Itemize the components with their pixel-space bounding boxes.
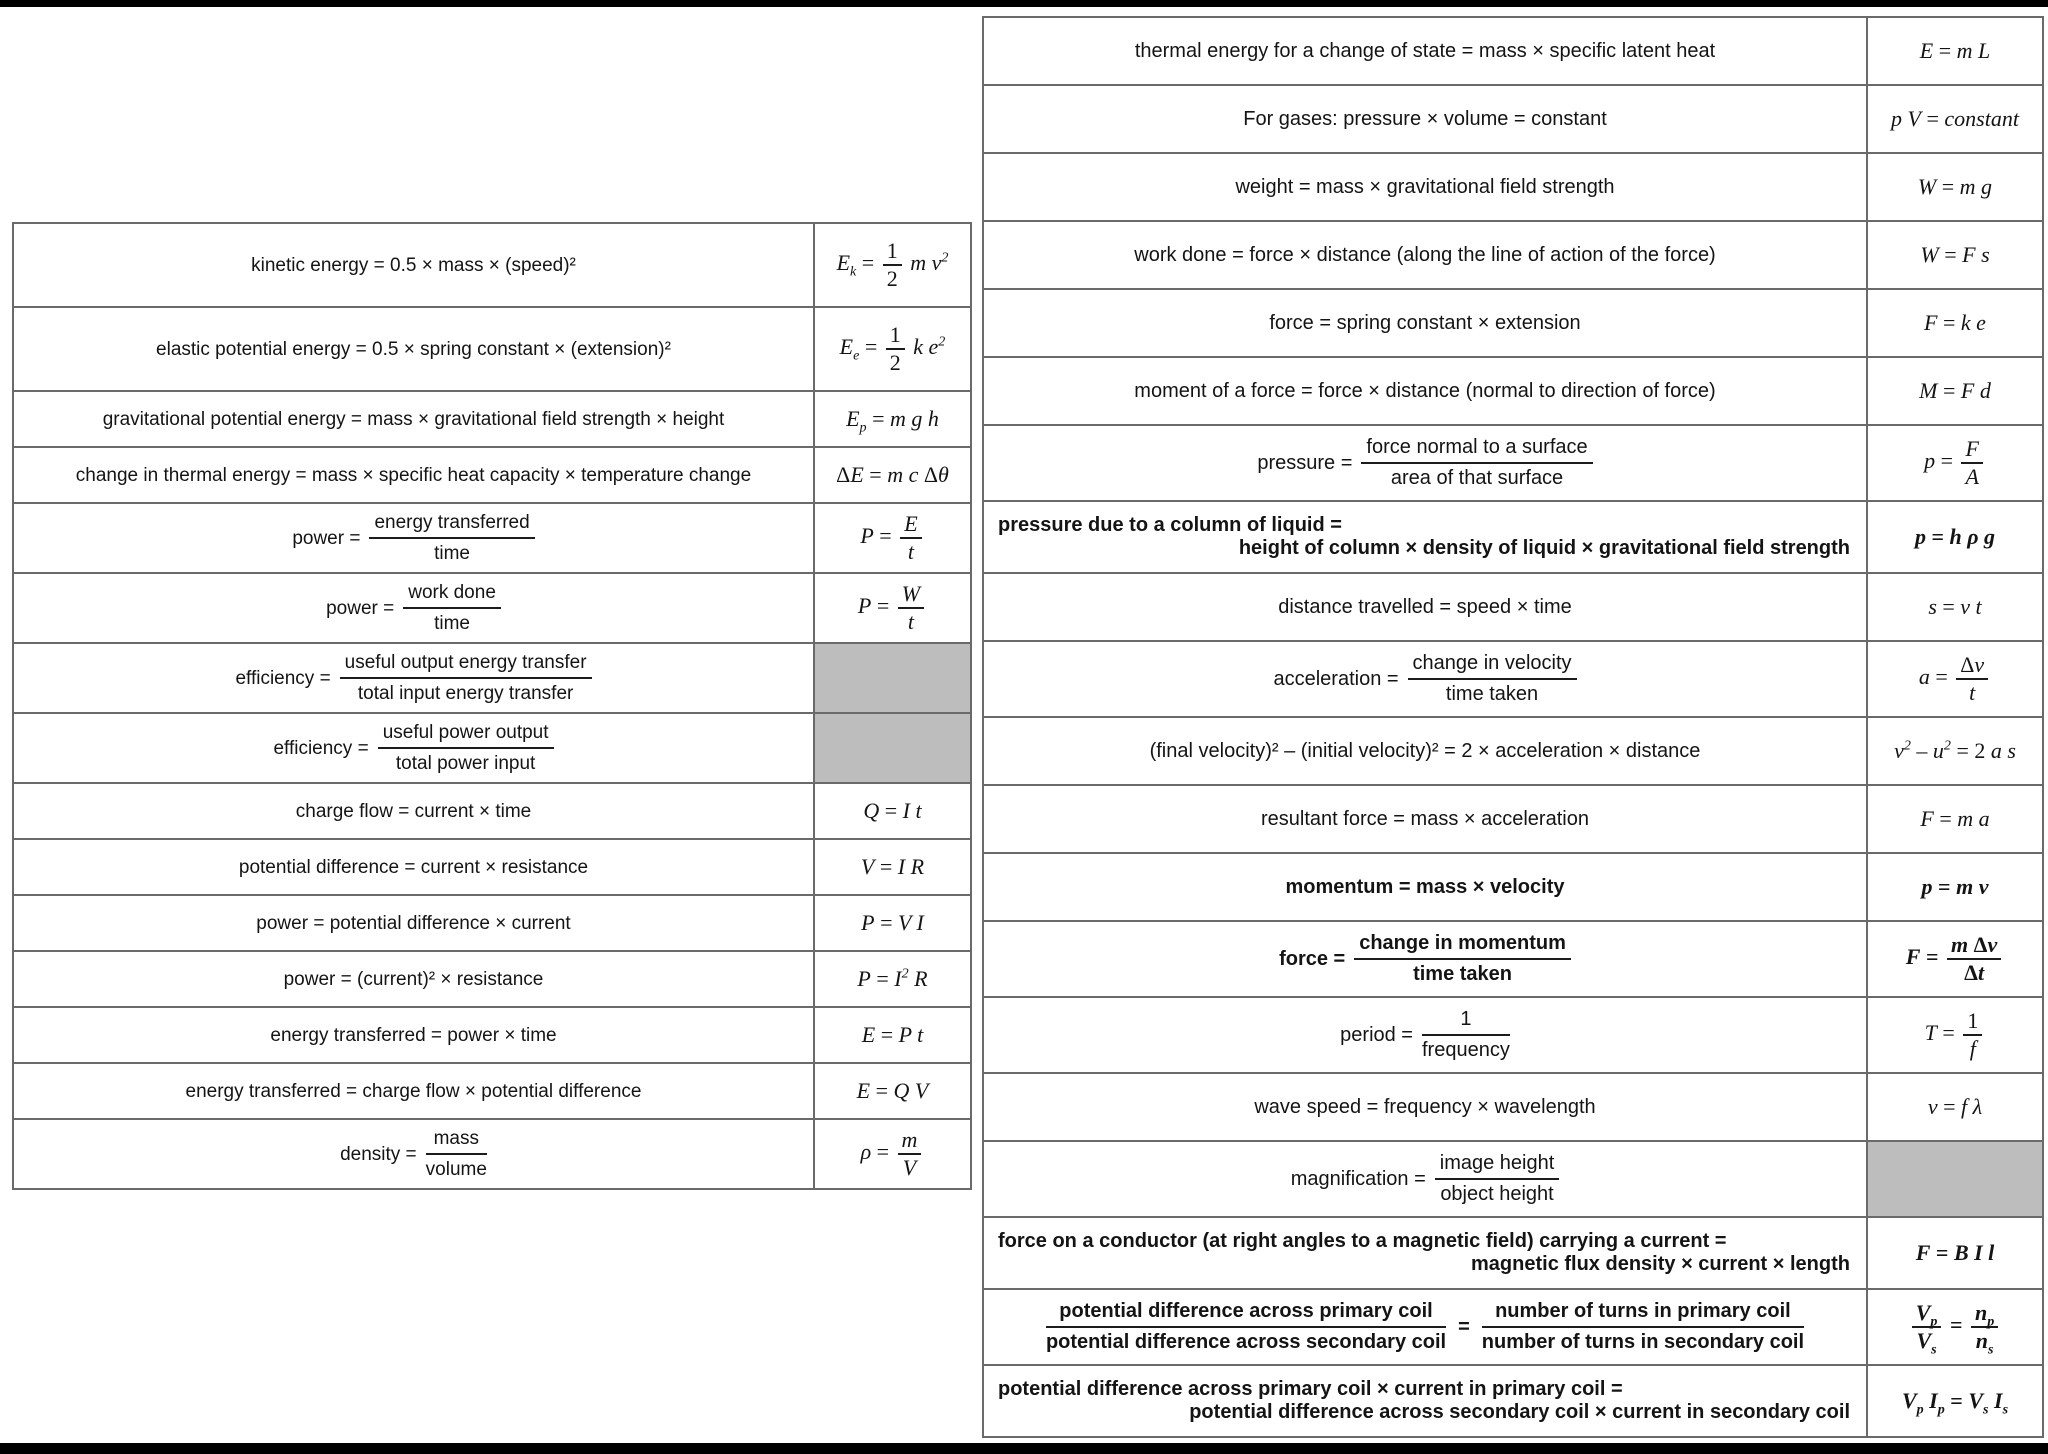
equation-row: [13, 503, 971, 573]
top-letterbox-bar: [0, 0, 2048, 7]
equation-row: [983, 853, 2043, 921]
equation-row: [983, 641, 2043, 717]
word-equation-text: work done = force × distance (along the line of action of the force): [1134, 243, 1716, 266]
word-equation-cell: [983, 221, 1867, 289]
equation-row: [13, 447, 971, 503]
equation-row: [13, 951, 971, 1007]
word-equation-text: power = potential difference × current: [256, 912, 571, 934]
stacked-fraction: $\frac{n_p}{n_s}$: [1971, 1301, 1998, 1353]
equation-row: [13, 1063, 971, 1119]
symbol-equation-cell-blank: [814, 643, 971, 713]
equation-row: [983, 1365, 2043, 1437]
equation-row: [983, 357, 2043, 425]
equation-row: [13, 223, 971, 307]
symbol-equation-cell: p = m v: [1867, 853, 2043, 921]
word-equation-text: energy transferred = power × time: [270, 1024, 557, 1046]
word-equation-cell: [983, 717, 1867, 785]
word-equation-line1: force on a conductor (at right angles to a magnetic field) carrying a current =: [998, 1230, 1727, 1252]
equation-row: [13, 391, 971, 447]
word-equation-text: For gases: pressure × volume = constant: [1243, 107, 1607, 130]
word-equation-text: wave speed = frequency × wavelength: [1254, 1095, 1596, 1118]
word-equation-fraction: power = $\frac{\text{work done}}{\text{time}}$: [326, 581, 501, 635]
symbol-equation-cell: $P = I^2$ R: [814, 951, 971, 1007]
stacked-fraction: $\frac{m}{V}$: [898, 1128, 922, 1180]
symbol-equation-cell: $E_p = m$ g h: [814, 391, 971, 447]
symbol-equation-cell-blank: [1867, 1141, 2043, 1217]
symbol-equation-cell: ΔE = m c Δθ: [814, 447, 971, 503]
equation-row: [13, 573, 971, 643]
symbol-equation-cell: T = $\frac{1}{f}$: [1867, 997, 2043, 1073]
stacked-fraction: $\frac{\Delta v}{t}$: [1956, 653, 1988, 705]
word-equation-cell: [13, 447, 814, 503]
word-equation-fraction: pressure = $\frac{\text{force normal to a surface}}{\text{area of that surface}}$: [1257, 436, 1592, 490]
right-equations-table-body: [983, 17, 2043, 1437]
stacked-fraction: $\frac{V_p}{V_s}$: [1912, 1301, 1942, 1353]
word-equation-text: gravitational potential energy = mass × gravitational field strength × height: [102, 408, 725, 430]
word-equation-cell: [13, 839, 814, 895]
symbol-equation-cell: $V_p$ $I_p = V_s$ $I_s$: [1867, 1365, 2043, 1437]
word-equation-cell: [983, 17, 1867, 85]
equation-row: [13, 895, 971, 951]
word-equation-line2: magnetic flux density × current × length: [1471, 1253, 1850, 1275]
word-equation-cell: [983, 501, 1867, 573]
word-equation-cell: [983, 425, 1867, 501]
symbol-equation-cell: M = F d: [1867, 357, 2043, 425]
word-equation-cell: [983, 357, 1867, 425]
word-equation-cell: [13, 1119, 814, 1189]
equation-row: [13, 839, 971, 895]
word-equation-cell: [13, 713, 814, 783]
word-equation-cell: [983, 573, 1867, 641]
symbol-equation-cell: V = I R: [814, 839, 971, 895]
word-equation-cell: [13, 951, 814, 1007]
equation-row: [13, 307, 971, 391]
equation-row: [983, 425, 2043, 501]
symbol-equation-cell: v = f λ: [1867, 1073, 2043, 1141]
word-equation-fraction: efficiency = $\frac{\text{useful output energy transfer}}{\text{total input energy transfer}}$: [235, 651, 591, 705]
equation-row: [983, 17, 2043, 85]
stacked-fraction: $\frac{1}{f}$: [1963, 1009, 1982, 1061]
word-equation-text: potential difference = current × resistance: [238, 856, 589, 878]
equation-row: [983, 1141, 2043, 1217]
equation-row: [983, 573, 2043, 641]
word-equation-fraction: density = $\frac{\text{mass}}{\text{volume}}$: [340, 1128, 487, 1180]
equation-row: [983, 1289, 2043, 1365]
symbol-equation-cell: a = $\frac{\Delta v}{t}$: [1867, 641, 2043, 717]
word-equation-cell: [983, 641, 1867, 717]
word-equation-cell: [13, 503, 814, 573]
stacked-fraction: $\frac{E}{t}$: [900, 512, 921, 564]
word-equation-text: charge flow = current × time: [295, 800, 532, 822]
equation-row: [983, 153, 2043, 221]
symbol-equation-cell: ρ = $\frac{m}{V}$: [814, 1119, 971, 1189]
word-equation-text: weight = mass × gravitational field strength: [1235, 175, 1615, 198]
word-equation-text: momentum = mass × velocity: [1285, 875, 1565, 898]
word-equation-cell: [13, 643, 814, 713]
symbol-equation-cell: Q = I t: [814, 783, 971, 839]
symbol-equation-cell: $\frac{V_p}{V_s}$ = $\frac{n_p}{n_s}$: [1867, 1289, 2043, 1365]
word-equation-text: thermal energy for a change of state = mass × specific latent heat: [1134, 39, 1716, 62]
word-equation-text: power = (current)² × resistance: [283, 968, 544, 990]
symbol-equation-cell: E = Q V: [814, 1063, 971, 1119]
word-equation-cell: [13, 895, 814, 951]
symbol-equation-cell: p = h ρ g: [1867, 501, 2043, 573]
left-equations-table-body: [13, 223, 971, 1189]
bottom-letterbox-bar: [0, 1443, 2048, 1454]
word-equation-text: energy transferred = charge flow × potential difference: [185, 1080, 642, 1102]
symbol-equation-cell: P = $\frac{E}{t}$: [814, 503, 971, 573]
symbol-equation-cell: $v^2 - u^2 = 2$ a s: [1867, 717, 2043, 785]
word-equation-fraction: power = $\frac{\text{energy transferred}}{\text{time}}$: [292, 511, 534, 565]
symbol-equation-cell: F = m a: [1867, 785, 2043, 853]
word-equation-fraction: force = $\frac{\text{change in momentum}}{\text{time taken}}$: [1279, 932, 1571, 986]
symbol-equation-cell: s = v t: [1867, 573, 2043, 641]
word-equation-cell: [983, 921, 1867, 997]
equation-row: [13, 783, 971, 839]
symbol-equation-cell: F = B I l: [1867, 1217, 2043, 1289]
word-equation-cell: [983, 1141, 1867, 1217]
word-equation-text: change in thermal energy = mass × specific heat capacity × temperature change: [75, 464, 752, 486]
equation-row: [13, 1007, 971, 1063]
stacked-fraction: $\frac{1}{2}$: [886, 323, 905, 375]
symbol-equation-cell: E = P t: [814, 1007, 971, 1063]
symbol-equation-cell: W = F s: [1867, 221, 2043, 289]
symbol-equation-cell: F = k e: [1867, 289, 2043, 357]
word-equation-cell: [983, 85, 1867, 153]
equation-row: [983, 1217, 2043, 1289]
word-equation-line2: potential difference across secondary coil × current in secondary coil: [1189, 1401, 1850, 1423]
word-equation-text: force = spring constant × extension: [1269, 311, 1581, 334]
word-equation-cell: [13, 783, 814, 839]
word-equation-text: distance travelled = speed × time: [1278, 595, 1572, 618]
equation-row: [983, 1073, 2043, 1141]
equation-row: [983, 717, 2043, 785]
word-equation-cell: [13, 573, 814, 643]
stacked-fraction: $\frac{\text{m Δv}}{\Delta t}$: [1947, 933, 2001, 985]
equation-row: [983, 289, 2043, 357]
word-equation-cell: [983, 997, 1867, 1073]
word-equation-cell: [13, 307, 814, 391]
word-equation-fraction: period = $\frac{1}{\text{frequency}}$: [1340, 1008, 1510, 1061]
symbol-equation-cell: p V = constant: [1867, 85, 2043, 153]
symbol-equation-cell: F = $\frac{\text{m Δv}}{\Delta t}$: [1867, 921, 2043, 997]
word-equation-text: (final velocity)² – (initial velocity)² = 2 × acceleration × distance: [1149, 739, 1701, 762]
stacked-fraction: $\frac{1}{2}$: [883, 239, 902, 291]
word-equation-cell: [13, 391, 814, 447]
word-equation-line2: height of column × density of liquid × gravitational field strength: [1238, 537, 1850, 559]
symbol-equation-cell-blank: [814, 713, 971, 783]
word-equation-cell: [13, 223, 814, 307]
word-equation-line1: potential difference across primary coil × current in primary coil =: [998, 1378, 1623, 1400]
word-equation-cell: [13, 1007, 814, 1063]
word-equation-cell: [983, 785, 1867, 853]
word-equation-text: elastic potential energy = 0.5 × spring constant × (extension)²: [156, 338, 671, 360]
word-equation-fraction: magnification = $\frac{\text{image height}}{\text{object height}}$: [1291, 1152, 1560, 1206]
symbol-equation-cell: p = $\frac{F}{A}$: [1867, 425, 2043, 501]
left-equations-table: [12, 222, 972, 1190]
symbol-equation-cell: $E_k$ = $\frac{1}{2}$ m $v^2$: [814, 223, 971, 307]
equation-row: [983, 921, 2043, 997]
word-equation-fraction: efficiency = $\frac{\text{useful power output}}{\text{total power input}}$: [273, 721, 553, 775]
word-equation-line1: pressure due to a column of liquid =: [998, 514, 1342, 536]
word-equation-cell: [13, 1063, 814, 1119]
equation-row: [983, 997, 2043, 1073]
symbol-equation-cell: P = $\frac{W}{t}$: [814, 573, 971, 643]
stacked-fraction: $\frac{F}{A}$: [1961, 437, 1982, 489]
equation-row: [13, 1119, 971, 1189]
symbol-equation-cell: $E_e$ = $\frac{1}{2}$ k $e^2$: [814, 307, 971, 391]
word-equation-cell: [983, 853, 1867, 921]
symbol-equation-cell: E = m L: [1867, 17, 2043, 85]
equation-row: [983, 221, 2043, 289]
equation-row: [13, 643, 971, 713]
right-equations-table: [982, 16, 2044, 1438]
word-equation-cell: [983, 289, 1867, 357]
word-equation-text: resultant force = mass × acceleration: [1261, 807, 1589, 830]
word-equation-cell: [983, 1073, 1867, 1141]
symbol-equation-cell: W = m g: [1867, 153, 2043, 221]
equation-row: [983, 785, 2043, 853]
word-equation-cell: [983, 1217, 1867, 1289]
word-equation-cell: [983, 1365, 1867, 1437]
stacked-fraction: $\frac{W}{t}$: [898, 582, 924, 634]
symbol-equation-cell: P = V I: [814, 895, 971, 951]
word-equation-text: kinetic energy = 0.5 × mass × (speed)²: [251, 254, 576, 276]
word-equation-fraction: acceleration = $\frac{\text{change in velocity}}{\text{time taken}}$: [1273, 652, 1576, 706]
equation-row: [983, 85, 2043, 153]
word-equation-fraction-pair: $\frac{\text{potential difference across primary coil}}{\text{potential difference across secondary coil}}$ = $\frac{\text{number of turns in primary coil}}{\text{number of turns in secondary coil}}$: [1045, 1300, 1805, 1353]
equation-row: [13, 713, 971, 783]
word-equation-cell: [983, 1289, 1867, 1365]
word-equation-cell: [983, 153, 1867, 221]
word-equation-text: moment of a force = force × distance (normal to direction of force): [1134, 379, 1716, 402]
equation-row: [983, 501, 2043, 573]
